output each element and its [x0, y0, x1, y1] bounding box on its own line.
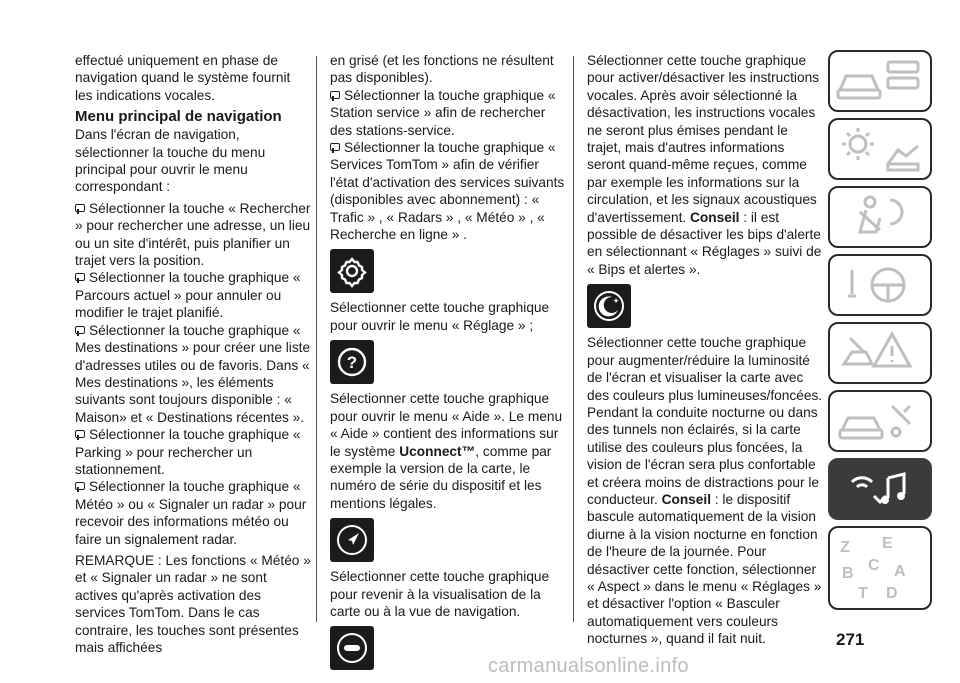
text-column-1: [75, 52, 311, 656]
section-heading: Menu principal de navigation: [75, 108, 282, 126]
column-divider: [316, 56, 317, 622]
navigation-arrow-icon: [330, 518, 374, 562]
watermark: carmanualsonline.info: [488, 655, 689, 677]
svg-text:D: D: [886, 585, 898, 602]
gear-icon: [330, 249, 374, 293]
bullet-station: Sélectionner la touche graphique « Station service » afin de rechercher des stations-service.: [330, 87, 556, 138]
maintenance-car-icon[interactable]: [828, 390, 932, 452]
bullet-parcours: Sélectionner la touche graphique « Parcours actuel » pour annuler ou modifier le trajet planifié.: [75, 270, 301, 321]
index-letters-icon[interactable]: [828, 526, 932, 610]
bullet-meteo: Sélectionner la touche graphique « Météo » ou « Signaler un radar » pour recevoir des informations météo ou faire un signalement radar.: [75, 479, 307, 547]
continuation-paragraph: en grisé (et les fonctions ne résultent pas disponibles).: [330, 53, 554, 86]
svg-text:A: A: [894, 563, 906, 580]
bullet-icon: [75, 482, 85, 490]
multimedia-icon[interactable]: [828, 458, 932, 520]
svg-text:B: B: [842, 565, 854, 582]
page-number: 271: [836, 630, 865, 649]
help-paragraph: Sélectionner cette touche graphique pour ouvrir le menu « Aide ». Le menu « Aide » contient des informations sur le système Uconnect™, comme par exemple la version de la carte, le numéro de série du dispositif et les mentions légales.: [330, 391, 563, 511]
bullet-icon: [75, 273, 85, 281]
svg-text:?: ?: [346, 353, 358, 373]
bullet-icon: [75, 204, 85, 212]
map-view-icon: [330, 626, 374, 670]
voice-paragraph: Sélectionner cette touche graphique pour activer/désactiver les instructions vocales. Après avoir sélectionné la désactivation, les instructions vocales ne seront plus émises pendant le trajet, mais d'autres informations seront quand-même reçues, comme par exemple les informations sur la circulation, et les signaux acoustiques d'avertissement. Conseil : il est possible de désactiver les bips d'alerte en sélectionnant « Réglages » suivi de « Bips et alertes ».: [587, 53, 822, 277]
moon-icon: [587, 284, 631, 328]
svg-text:C: C: [868, 557, 880, 574]
question-icon: [330, 340, 374, 384]
steering-wheel-icon[interactable]: [828, 254, 932, 316]
brightness-paragraph: Sélectionner cette touche graphique pour augmenter/réduire la luminosité de l'écran et visualiser la carte avec des couleurs plus lumineuses/foncées. Pendant la conduite nocturne ou dans des tunnels non éclairés, si la carte utilise des couleurs plus foncées, la vision de l'écran sera plus confortable et créera moins de distractions pour le conducteur. Conseil : le dispositif bascule automatiquement de la vision diurne à la vision nocturne en fonction de l'heure de la journée. Pour désactiver cette fonction, sélectionner « Aspect » dans le menu « Réglages » et désactiver l'option « Basculer automatiquement vers couleurs nocturnes », quand il fait nuit.: [587, 335, 823, 647]
bullet-icon: [330, 91, 340, 99]
svg-text:E: E: [882, 535, 893, 552]
bullet-services: Sélectionner la touche graphique « Services TomTom » afin de vérifier l'état d'activation des services suivants (disponibles avec abonnement) : « Trafic » , « Radars » , « Météo » , « Recherche en ligne » .: [330, 140, 565, 243]
car-icon[interactable]: [828, 50, 932, 112]
lead-paragraph: Dans l'écran de navigation, sélectionner la touche du menu principal pour ouvrir le menu correspondant :: [75, 127, 266, 195]
breakdown-triangle-icon[interactable]: [828, 322, 932, 384]
svg-text:T: T: [858, 585, 868, 602]
column-divider: [573, 56, 574, 622]
map-return-paragraph: Sélectionner cette touche graphique pour revenir à la visualisation de la carte ou à la vue de navigation.: [330, 569, 550, 619]
bullet-destinations: Sélectionner la touche graphique « Mes destinations » pour créer une liste d'adresses utiles ou de favoris. Dans « Mes destinations », les éléments suivants sont toujours disponible : « Maison» et « Destinations récentes ».: [75, 322, 311, 425]
svg-text:Z: Z: [840, 539, 850, 556]
bullet-icon: [75, 326, 85, 334]
bullet-rechercher: Sélectionner la touche « Rechercher » pour rechercher une adresse, un lieu ou un site d'intérêt, puis planifier un trajet vers la position.: [75, 200, 311, 269]
seatbelt-airbag-icon[interactable]: [828, 186, 932, 248]
intro-paragraph: effectué uniquement en phase de navigation quand le système fournit les indications vocales.: [75, 53, 291, 103]
settings-paragraph: Sélectionner cette touche graphique pour ouvrir le menu « Réglage » ;: [330, 300, 550, 333]
bullet-icon: [330, 143, 340, 151]
bullet-icon: [75, 430, 85, 438]
text-column-2: [330, 52, 566, 676]
remarque-paragraph: REMARQUE : Les fonctions « Météo » et « Signaler un radar » ne sont actives qu'après activation des services TomTom. Dans le cas contraire, les touches sont présentes mais affichées: [75, 552, 311, 655]
warning-lights-icon[interactable]: [828, 118, 932, 180]
bullet-parking: Sélectionner la touche graphique « Parking » pour rechercher un stationnement.: [75, 427, 301, 477]
text-column-3: [587, 52, 823, 648]
